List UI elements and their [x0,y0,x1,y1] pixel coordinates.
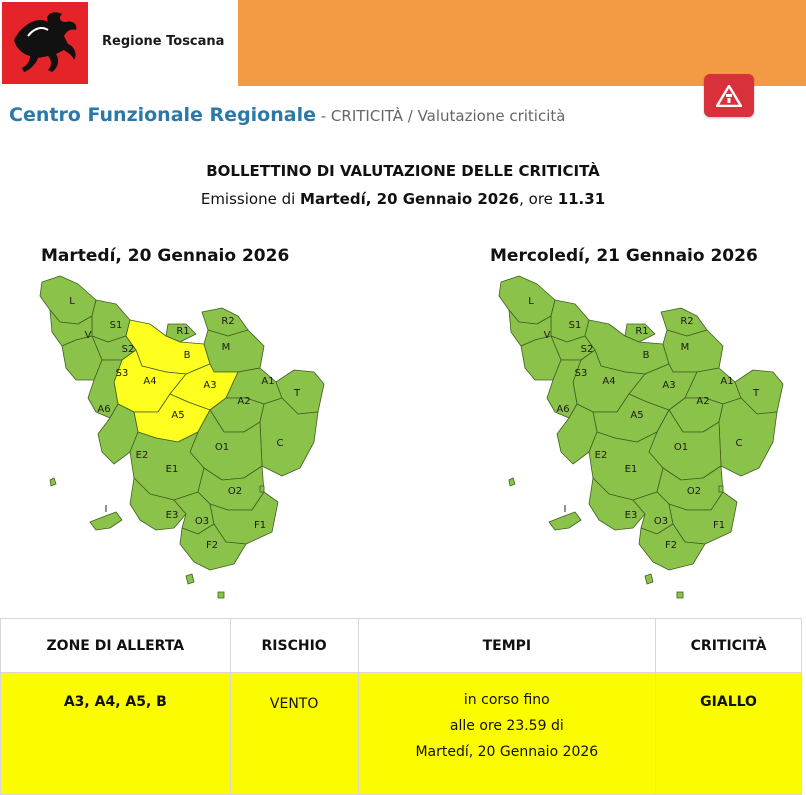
alert-button[interactable] [704,74,754,117]
warning-triangle-icon [716,85,742,107]
zone-label-v: V [84,330,92,341]
zone-label-r2: R2 [680,316,694,327]
zone-label-f1: F1 [253,520,267,531]
zone-label-r1: R1 [176,326,190,337]
breadcrumb-home-link[interactable]: Centro Funzionale Regionale [9,104,316,126]
zone-label-m: M [680,342,690,353]
zone-label-i: I [104,504,108,515]
table-header-row [1,619,802,673]
small-island [260,486,264,492]
zone-label-a2: A2 [237,396,251,407]
times-line-3: Martedí, 20 Gennaio 2026 [415,744,599,760]
tuscany-map-svg [38,272,330,604]
zone-label-f2: F2 [664,540,678,551]
zone-label-a1: A1 [720,376,734,387]
zone-label-e1: E1 [624,464,638,475]
times-line-2: alle ore 23.59 di [449,718,564,734]
zone-m[interactable] [204,330,264,372]
bulletin-issue-line [0,190,806,208]
zone-label-r2: R2 [221,316,235,327]
winged-horse-icon [8,10,82,78]
col-header-criticality: CRITICITÀ [656,619,802,673]
zone-label-e3: E3 [165,510,179,521]
zone-label-o1: O1 [673,442,689,453]
zone-label-l: L [69,296,75,307]
zone-label-a4: A4 [602,376,616,387]
zone-l[interactable] [499,276,555,324]
zone-label-o1: O1 [214,442,230,453]
zone-label-a4: A4 [143,376,157,387]
zone-label-l: L [528,296,534,307]
zone-label-b: B [183,350,191,361]
small-island [186,574,194,584]
zone-label-a3: A3 [662,380,676,391]
zone-label-b: B [642,350,650,361]
zone-label-s3: S3 [574,368,588,379]
zone-label-v: V [543,330,551,341]
cell-times [358,673,656,795]
zone-label-a2: A2 [696,396,710,407]
zone-label-f1: F1 [712,520,726,531]
zone-label-o2: O2 [686,486,702,497]
zone-label-a3: A3 [203,380,217,391]
issue-sep: , ore [519,190,558,208]
zone-label-m: M [221,342,231,353]
region-logo-box[interactable] [0,0,238,86]
zone-label-e3: E3 [624,510,638,521]
breadcrumb-path: - CRITICITÀ / Valutazione criticità [315,107,566,125]
breadcrumb [9,104,565,126]
zone-label-a5: A5 [171,410,185,421]
small-island [218,592,224,598]
zone-label-o3: O3 [653,516,669,527]
org-name: Regione Toscana [102,34,225,49]
zone-label-s3: S3 [115,368,129,379]
small-island [645,574,653,584]
zone-label-t: T [752,388,760,399]
bulletin-title: BOLLETTINO DI VALUTAZIONE DELLE CRITICITÀ [206,162,600,180]
zone-l[interactable] [40,276,96,324]
tuscany-map-day2[interactable] [497,272,789,604]
small-island [509,478,515,486]
zone-label-o2: O2 [227,486,243,497]
issue-date: Martedí, 20 Gennaio 2026 [300,190,520,208]
cell-criticality: GIALLO [656,673,802,795]
zone-m[interactable] [663,330,723,372]
small-island [677,592,683,598]
zone-label-a5: A5 [630,410,644,421]
col-header-zones: ZONE DI ALLERTA [1,619,231,673]
zone-label-a6: A6 [556,404,570,415]
tuscany-map-svg [497,272,789,604]
zone-label-a1: A1 [261,376,275,387]
zone-label-f2: F2 [205,540,219,551]
zone-label-a6: A6 [97,404,111,415]
map-day-label-1: Martedí, 20 Gennaio 2026 [41,246,290,266]
zone-label-s1: S1 [568,320,582,331]
cell-risk: VENTO [230,673,358,795]
zone-label-o3: O3 [194,516,210,527]
times-line-1: in corso fino [463,692,550,708]
map-day-label-2: Mercoledí, 21 Gennaio 2026 [490,246,758,266]
zone-label-r1: R1 [635,326,649,337]
small-island [50,478,56,486]
zone-label-c: C [276,438,284,449]
zone-label-e2: E2 [135,450,149,461]
zone-label-s1: S1 [109,320,123,331]
table-row [1,673,802,795]
col-header-risk: RISCHIO [230,619,358,673]
small-island [719,486,723,492]
issue-prefix: Emissione di [200,190,301,208]
zone-label-c: C [735,438,743,449]
logo-badge [2,2,88,84]
issue-time: 11.31 [557,190,606,208]
zone-label-e2: E2 [594,450,608,461]
alert-table [0,618,802,795]
zone-label-i: I [563,504,567,515]
zone-label-s2: S2 [121,344,135,355]
zone-label-t: T [293,388,301,399]
zone-label-s2: S2 [580,344,594,355]
cell-zones: A3, A4, A5, B [1,673,231,795]
col-header-times: TEMPI [358,619,656,673]
tuscany-map-day1[interactable] [38,272,330,604]
zone-label-e1: E1 [165,464,179,475]
